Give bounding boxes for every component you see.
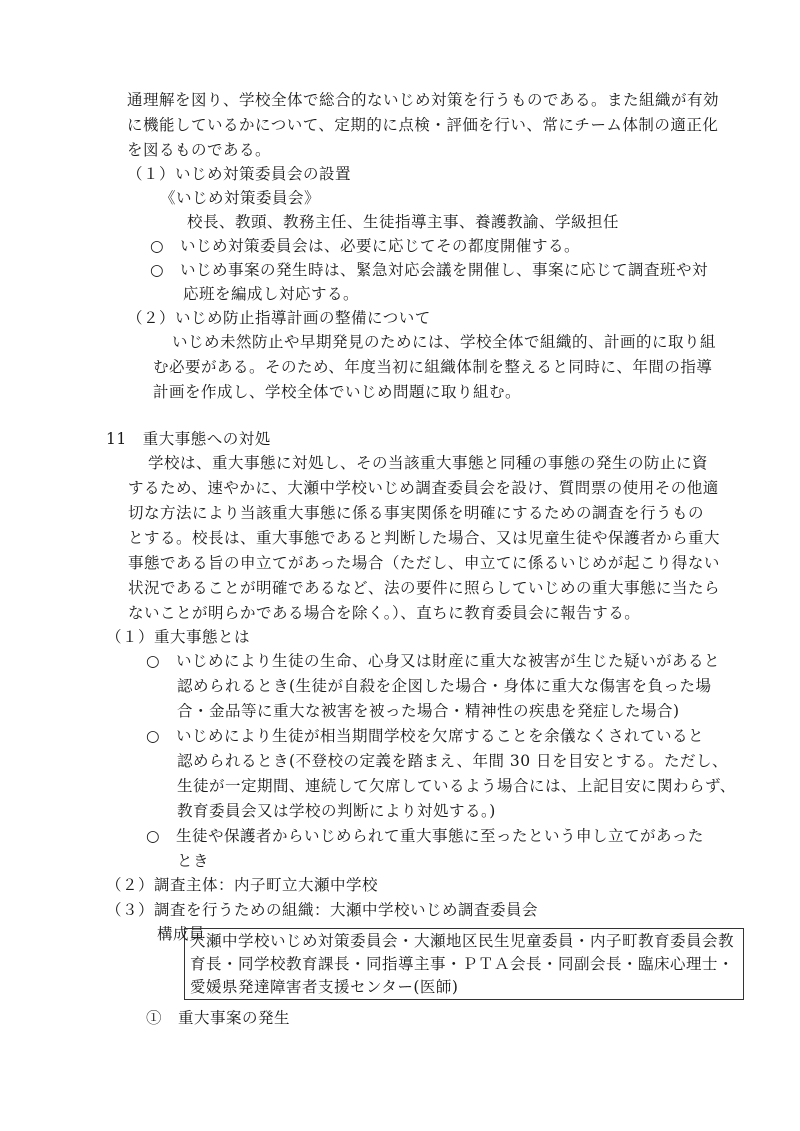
bullet-item: ○ いじめにより生徒が相当期間学校を欠席することを余儀なくされていると bbox=[146, 727, 705, 745]
section-2-line: 計画を作成し、学校全体でいじめ問題に取り組む。 bbox=[153, 383, 522, 401]
intro-line: 通理解を図り、学校全体で総合的ないじめ対策を行うものである。また組織が有効 bbox=[127, 91, 720, 109]
section-2-line: いじめ未然防止や早期発見のためには、学校全体で組織的、計画的に取り組 bbox=[172, 333, 717, 351]
bullet-item-cont: 認められるとき(生徒が自殺を企図した場合・身体に重大な傷害を負った場 bbox=[177, 677, 712, 695]
intro-line: に機能しているかについて、定期的に点検・評価を行い、常にチーム体制の適正化 bbox=[127, 116, 719, 134]
members-box-line: 育長・同学校教育課長・同指導主事・ＰＴＡ会長・同副会長・臨床心理士・ bbox=[190, 955, 735, 973]
bullet-item: ○ 生徒や保護者からいじめられて重大事態に至ったという申し立てがあった bbox=[146, 827, 704, 845]
subsection-2-heading: （２）調査主体：内子町立大瀬中学校 bbox=[106, 876, 379, 894]
members-box-line: 愛媛県発達障害者支援センター(医師) bbox=[190, 978, 459, 996]
members-box-line: 大瀬中学校いじめ対策委員会・大瀬地区民生児童委員・内子町教育委員会教 bbox=[190, 932, 735, 950]
bullet-item: ○ いじめ対策委員会は、必要に応じてその都度開催する。 bbox=[150, 237, 581, 255]
bullet-item-cont: 認められるとき(不登校の定義を踏まえ、年間 30 日を目安とする。ただし、 bbox=[177, 752, 729, 770]
intro-line: を図るものである。 bbox=[127, 141, 272, 159]
section-2-line: む必要がある。そのため、年度当初に組織体制を整えると同時に、年間の指導 bbox=[153, 358, 713, 376]
section-2-heading: （２）いじめ防止指導計画の整備について bbox=[127, 309, 431, 327]
paragraph-line: 状況であることが明確であるなど、法の要件に照らしていじめの重大事態に当たら bbox=[128, 579, 721, 597]
committee-subtitle: 《いじめ対策委員会》 bbox=[160, 189, 321, 207]
bullet-item-cont: 応班を編成し対応する。 bbox=[183, 285, 360, 303]
paragraph-line: するため、速やかに、大瀬中学校いじめ調査委員会を設け、質問票の使用その他適 bbox=[128, 479, 719, 497]
subsection-1-heading: （１）重大事態とは bbox=[106, 628, 251, 646]
bullet-item-cont: 教育委員会又は学校の判断により対処する。) bbox=[177, 802, 496, 820]
bullet-item-cont: とき bbox=[177, 852, 210, 870]
paragraph-line: 切な方法により当該重大事態に係る事実関係を明確にするための調査を行うもの bbox=[128, 504, 705, 522]
bullet-item: ○ いじめ事案の発生時は、緊急対応会議を開催し、事案に応じて調査班や対 bbox=[150, 261, 709, 279]
section-11-heading: 11 重大事態への対処 bbox=[106, 430, 271, 448]
bullet-item-cont: 合・金品等に重大な被害を被った場合・精神性の疾患を発症した場合) bbox=[177, 702, 680, 720]
paragraph-line: ないことが明らかである場合を除く。）、直ちに教育委員会に報告する。 bbox=[128, 604, 641, 622]
members-label: 構成員 bbox=[157, 925, 206, 943]
committee-members: 校長、教頭、教務主任、生徒指導主事、養護教諭、学級担任 bbox=[187, 213, 620, 231]
paragraph-line: 事態である旨の申立てがあった場合（ただし、申立てに係るいじめが起こり得ない bbox=[128, 554, 720, 572]
subsection-3-heading: （３）調査を行うための組織：大瀬中学校いじめ調査委員会 bbox=[106, 901, 539, 919]
bullet-item-cont: 生徒が一定期間、連続して欠席しているよう場合には、上記目安に関わらず、 bbox=[177, 777, 736, 795]
section-1-heading: （１）いじめ対策委員会の設置 bbox=[127, 165, 352, 183]
step-item: ① 重大事案の発生 bbox=[146, 1009, 291, 1027]
paragraph-line: 学校は、重大事態に対処し、その当該重大事態と同種の事態の発生の防止に資 bbox=[148, 454, 709, 472]
bullet-item: ○ いじめにより生徒の生命、心身又は財産に重大な被害が生じた疑いがあると bbox=[146, 652, 721, 670]
paragraph-line: とする。校長は、重大事態であると判断した場合、又は児童生徒や保護者から重大 bbox=[128, 529, 721, 547]
